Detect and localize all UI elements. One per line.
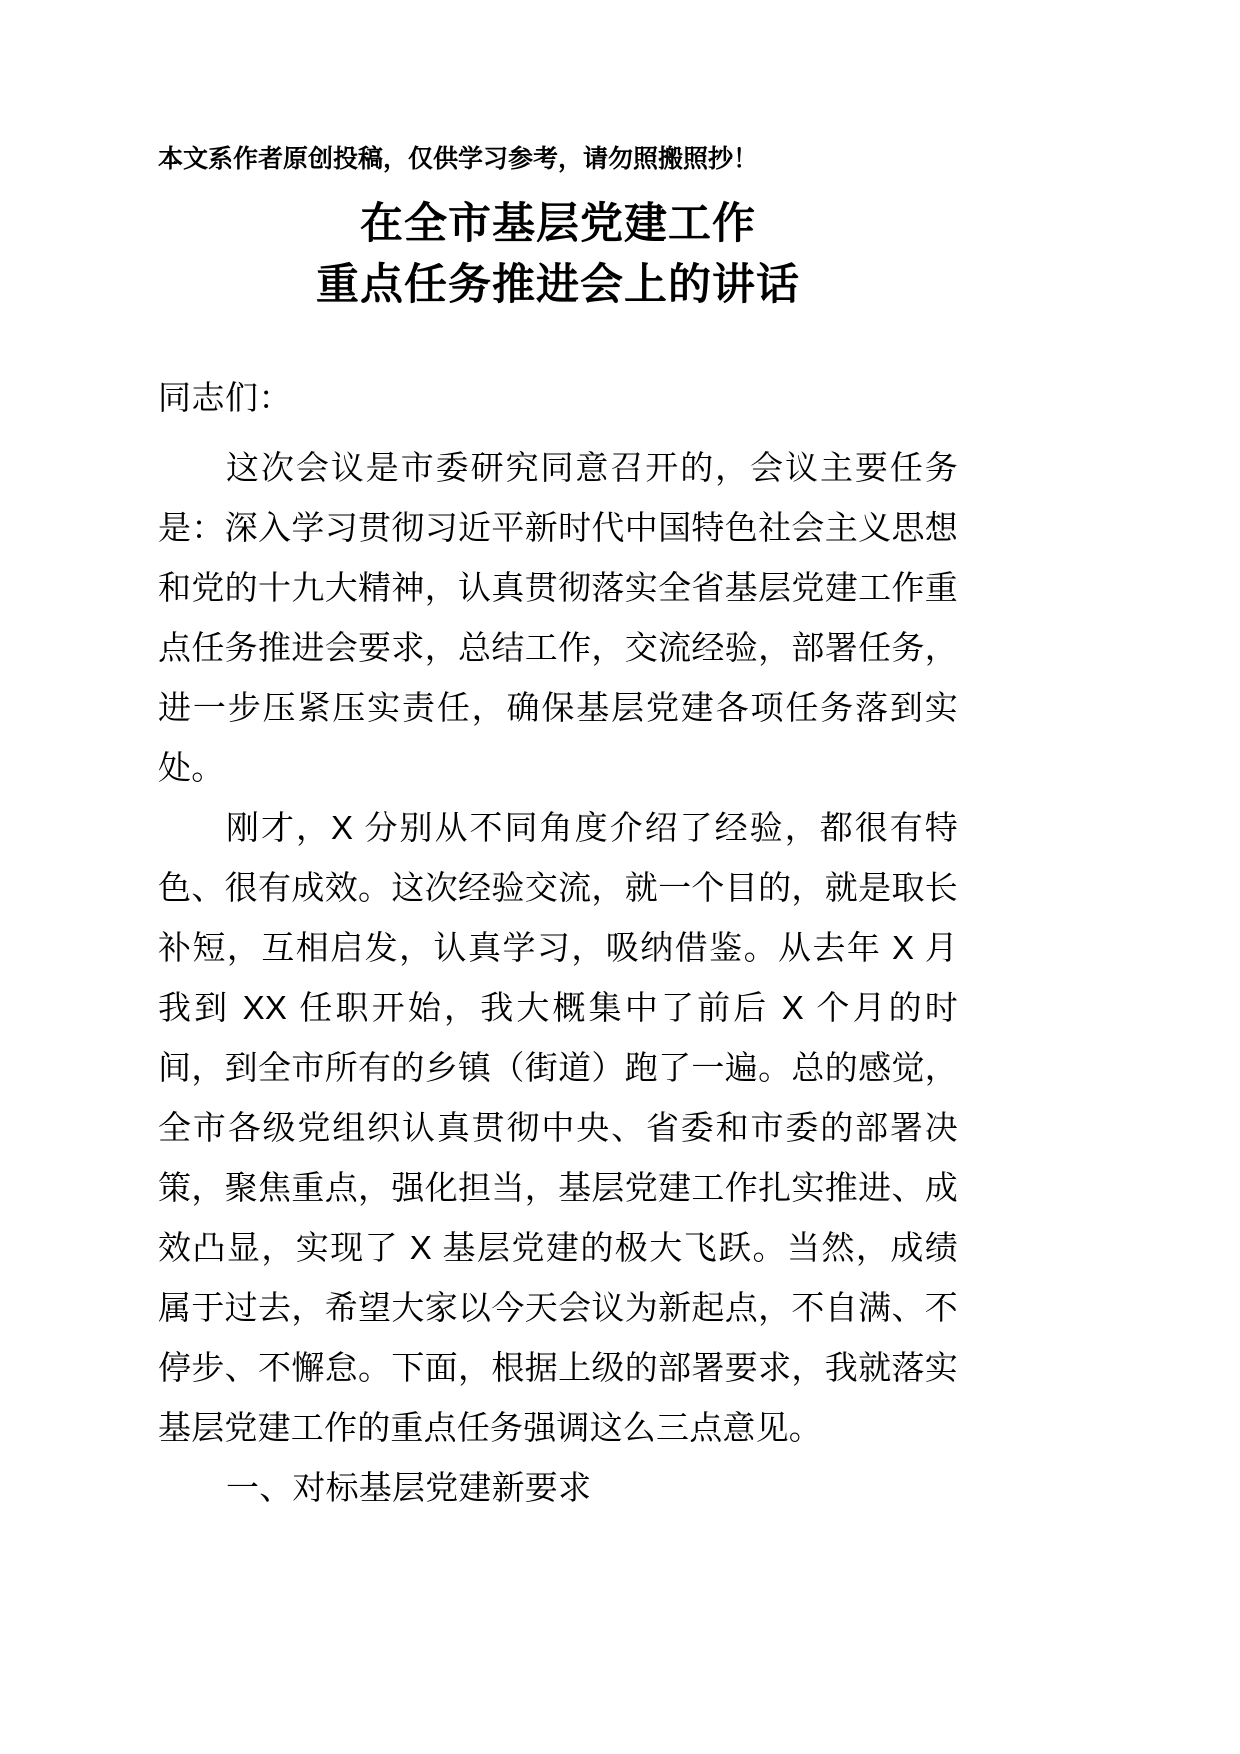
section-heading-1: 一、对标基层党建新要求	[226, 1469, 592, 1506]
body-paragraph-1: 这次会议是市委研究同意召开的，会议主要任务是：深入学习贯彻习近平新时代中国特色社会主义思想和党的十九大精神，认真贯彻落实全省基层党建工作重点任务推进会要求，总结工作，交流经验，部署任务，进一步压紧压实责任，确保基层党建各项任务落到实处。	[158, 449, 958, 786]
author-note: 本文系作者原创投稿，仅供学习参考，请勿照搬照抄！	[158, 145, 759, 173]
page-title-line-2: 重点任务推进会上的讲话	[316, 261, 800, 309]
salutation: 同志们：	[158, 379, 292, 416]
document-content-column	[158, 0, 958, 1518]
page-title	[158, 194, 958, 316]
body-paragraph-2: 刚才，X 分别从不同角度介绍了经验，都很有特色、很有成效。这次经验交流，就一个目的，就是取长补短，互相启发，认真学习，吸纳借鉴。从去年 X 月我到 XX 任职开始，我大概集中了前后 X 个月的时间，到全市所有的乡镇（街道）跑了一遍。总的感觉，全市各级党组织认真贯彻中央、省委和市委的部署决策，聚焦重点，强化担当，基层党建工作扎实推进、成效凸显，实现了 X 基层党建的极大飞跃。当然，成绩属于过去，希望大家以今天会议为新起点，不自满、不停步、不懈怠。下面，根据上级的部署要求，我就落实基层党建工作的重点任务强调这么三点意见。	[158, 809, 958, 1446]
page-title-line-1: 在全市基层党建工作	[360, 200, 756, 248]
